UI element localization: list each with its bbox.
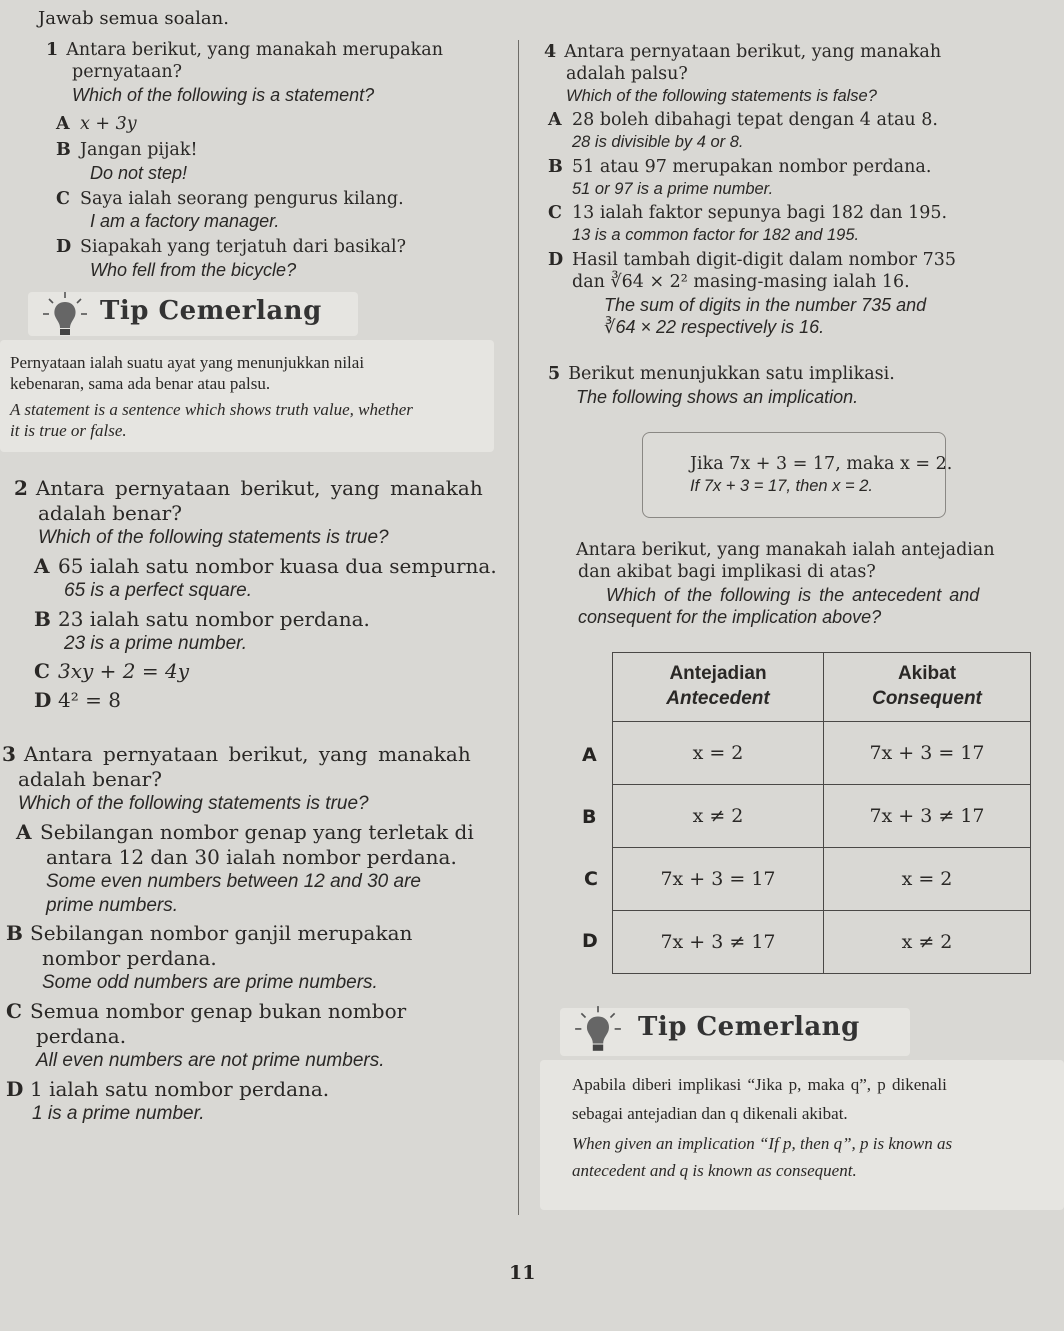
option-d: D Siapakah yang terjatuh dari basikal? xyxy=(56,236,407,257)
option-d-en: Who fell from the bicycle? xyxy=(90,259,297,280)
row-label-b: B xyxy=(582,806,597,828)
option-c-en: I am a factory manager. xyxy=(90,211,280,232)
option-b: B 51 atau 97 merupakan nombor perdana. xyxy=(548,156,932,177)
lightbulb-icon xyxy=(572,1004,624,1056)
row-label-c: C xyxy=(584,868,598,890)
option-a: A Sebilangan nombor genap yang terletak di xyxy=(16,819,474,844)
option-b: B 23 ialah satu nombor perdana. xyxy=(34,606,370,631)
table-row: 7x + 3 ≠ 17 x ≠ 2 xyxy=(613,911,1031,974)
option-d: D 1 ialah satu nombor perdana. xyxy=(6,1076,330,1101)
question-1 xyxy=(46,40,443,281)
column-divider xyxy=(518,40,519,1215)
row-label-a: A xyxy=(582,744,597,766)
tip-1-text: Pernyataan ialah suatu ayat yang menunjukkan nilai kebenaran, sama ada benar atau palsu. A statement is a sentence which shows truth value, whether it is true or false. xyxy=(10,353,413,440)
option-a: A 28 boleh dibahagi tepat dengan 4 atau 8. xyxy=(548,110,938,131)
option-d: D 4² = 8 xyxy=(34,688,121,713)
option-c: C 13 ialah faktor sepunya bagi 182 dan 195. xyxy=(548,203,948,224)
tip-title: Tip Cemerlang xyxy=(638,1012,860,1042)
question-text-ms: pernyataan? xyxy=(72,61,183,82)
option-c: C Semua nombor genap bukan nombor xyxy=(6,999,407,1023)
question-3: 3 Antara pernyataan berikut, yang manakah adalah benar? Which of the following statements is true? A Sebilangan nombor genap yang terletak di antara 12 dan 30 ialah nombor perdana. Some even numbers between 12 and 30 are prime numbers. B Sebilangan nombor ganjil merupakan nombor perdana. Some odd numbers are prime numbers. C Semua nombor genap bukan nombor perdana. All even numbers are not prime numbers. D 1 ialah satu nombor perdana. 1 is a prime number. xyxy=(2,742,474,1124)
option-d: D Hasil tambah digit-digit dalam nombor 735 xyxy=(548,249,956,270)
antecedent-consequent-table xyxy=(612,652,1031,974)
option-b: B Sebilangan nombor ganjil merupakan xyxy=(6,921,413,946)
implication-text: Jika 7x + 3 = 17, maka x = 2. If 7x + 3 = 17, then x = 2. xyxy=(690,454,953,495)
tip-2-text: Apabila diberi implikasi “Jika p, maka q”, p dikenali sebagai antejadian dan q dikenali akibat. When given an implication “If p, then q”, p is known as antecedent and q is known as consequent. xyxy=(572,1075,953,1180)
option-a: A x + 3y xyxy=(56,114,137,135)
table-row: 7x + 3 = 17 x = 2 xyxy=(613,848,1031,911)
table-row: x ≠ 2 7x + 3 ≠ 17 xyxy=(613,785,1031,848)
tip-title: Tip Cemerlang xyxy=(100,296,322,326)
option-c: C 3xy + 2 = 4y xyxy=(34,659,189,684)
option-b-en: Do not step! xyxy=(90,163,188,183)
question-text-en: Which of the following is a statement? xyxy=(72,84,375,105)
option-a: A 65 ialah satu nombor kuasa dua sempurna. xyxy=(34,553,497,578)
question-2: 2 Antara pernyataan berikut, yang manakah adalah benar? Which of the following statements is true? A 65 ialah satu nombor kuasa dua sempurna. 65 is a perfect square. B 23 ialah satu nombor perdana. 23 is a prime number. C 3xy + 2 = 4y D 4² = 8 xyxy=(14,476,497,713)
question-5-prompt: Antara berikut, yang manakah ialah antejadian dan akibat bagi implikasi di atas? Which of the following is the antecedent and consequent for the implication above? xyxy=(576,540,995,628)
page-number: 11 xyxy=(509,1262,536,1284)
instruction: Jawab semua soalan. xyxy=(38,8,229,29)
row-label-d: D xyxy=(582,930,598,952)
question-5: 5 Berikut menunjukkan satu implikasi. The following shows an implication. xyxy=(548,364,895,407)
header-consequent: Akibat Consequent xyxy=(824,653,1031,722)
table-row: x = 2 7x + 3 = 17 xyxy=(613,722,1031,785)
question-number: 1 xyxy=(46,40,59,60)
question-4: 4 Antara pernyataan berikut, yang manakah adalah palsu? Which of the following statements is false? A 28 boleh dibahagi tepat dengan 4 atau 8. 28 is divisible by 4 or 8. B 51 atau 97 merupakan nombor perdana. 51 or 97 is a prime number. C 13 ialah faktor sepunya bagi 182 dan 195. 13 is a common factor for 182 and 195. D Hasil tambah digit-digit dalam nombor 735 dan ∛64 × 2² masing-masing ialah 16. The sum of digits in the number 735 and ∛64 × 22 respectively is 16. xyxy=(544,42,956,338)
option-c: C Saya ialah seorang pengurus kilang. xyxy=(56,188,404,209)
option-b: B Jangan pijak! xyxy=(56,140,198,161)
header-antecedent: Antejadian Antecedent xyxy=(613,653,824,722)
lightbulb-icon xyxy=(40,290,90,340)
question-text-ms: Antara berikut, yang manakah merupakan xyxy=(66,40,443,60)
